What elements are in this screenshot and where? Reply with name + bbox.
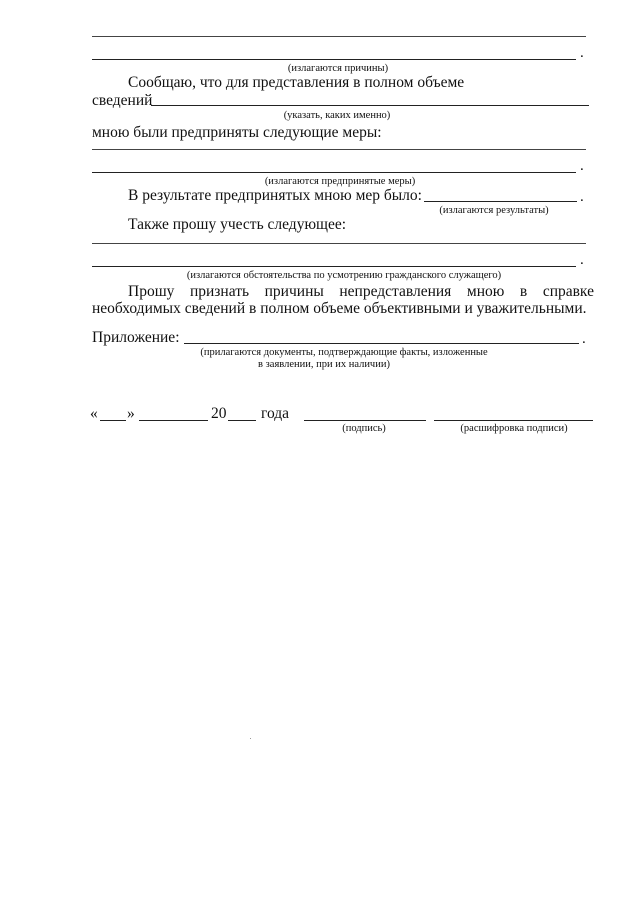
measures-taken-text: мною были предприняты следующие меры: — [92, 124, 382, 141]
also-line-2[interactable] — [92, 266, 576, 267]
date-year-prefix: 20 — [211, 405, 227, 422]
request-line-1 — [128, 283, 594, 301]
signature-field[interactable] — [304, 420, 426, 421]
period: . — [580, 189, 584, 205]
request-word: справке — [542, 283, 594, 300]
scan-speck — [250, 738, 251, 739]
request-word: мною — [466, 283, 505, 300]
date-word: года — [261, 405, 290, 422]
caption-attachments-1: (прилагаются документы, подтверждающие факты, изложенные — [200, 347, 488, 358]
attachment-line[interactable] — [184, 343, 579, 344]
caption-reasons: (излагаются причины) — [287, 63, 389, 74]
period: . — [580, 252, 584, 268]
report-line-1: Сообщаю, что для представления в полном объеме — [128, 74, 465, 91]
which-info-line[interactable] — [151, 105, 589, 106]
request-word: причины — [264, 283, 324, 300]
result-text: В результате предпринятых мною мер было: — [128, 187, 422, 204]
also-line-1[interactable] — [92, 243, 586, 244]
period: . — [580, 158, 584, 174]
attachment-label: Приложение: — [92, 329, 180, 346]
caption-signature-decode: (расшифровка подписи) — [460, 423, 568, 434]
signature-decode-field[interactable] — [434, 420, 593, 421]
date-year-field[interactable] — [228, 420, 256, 421]
measures-line-2[interactable] — [92, 172, 576, 173]
period: . — [580, 45, 584, 61]
period: . — [582, 331, 586, 347]
request-line-2: необходимых сведений в полном объеме объективными и уважительными. — [92, 300, 587, 317]
request-word: Прошу — [128, 283, 175, 300]
date-month-field[interactable] — [139, 420, 208, 421]
also-text: Также прошу учесть следующее: — [128, 216, 347, 233]
date-close-quote: » — [127, 405, 135, 422]
reason-line-1[interactable] — [92, 36, 586, 37]
caption-attachments-2: в заявлении, при их наличии) — [258, 359, 390, 370]
request-word: в — [519, 283, 528, 300]
report-line-2: сведений — [92, 92, 153, 109]
caption-results: (излагаются результаты) — [439, 205, 549, 216]
date-open-quote: « — [90, 405, 98, 422]
caption-circumstances: (излагаются обстоятельства по усмотрению гражданского служащего) — [186, 270, 502, 281]
caption-signature: (подпись) — [342, 423, 386, 434]
request-word: признать — [189, 283, 250, 300]
measures-line-1[interactable] — [92, 149, 586, 150]
caption-which: (указать, каких именно) — [283, 110, 391, 121]
reason-line-2[interactable] — [92, 59, 576, 60]
result-line[interactable] — [424, 201, 577, 202]
request-word: непредставления — [339, 283, 452, 300]
caption-measures: (излагаются предпринятые меры) — [264, 176, 416, 187]
date-day-field[interactable] — [100, 420, 126, 421]
